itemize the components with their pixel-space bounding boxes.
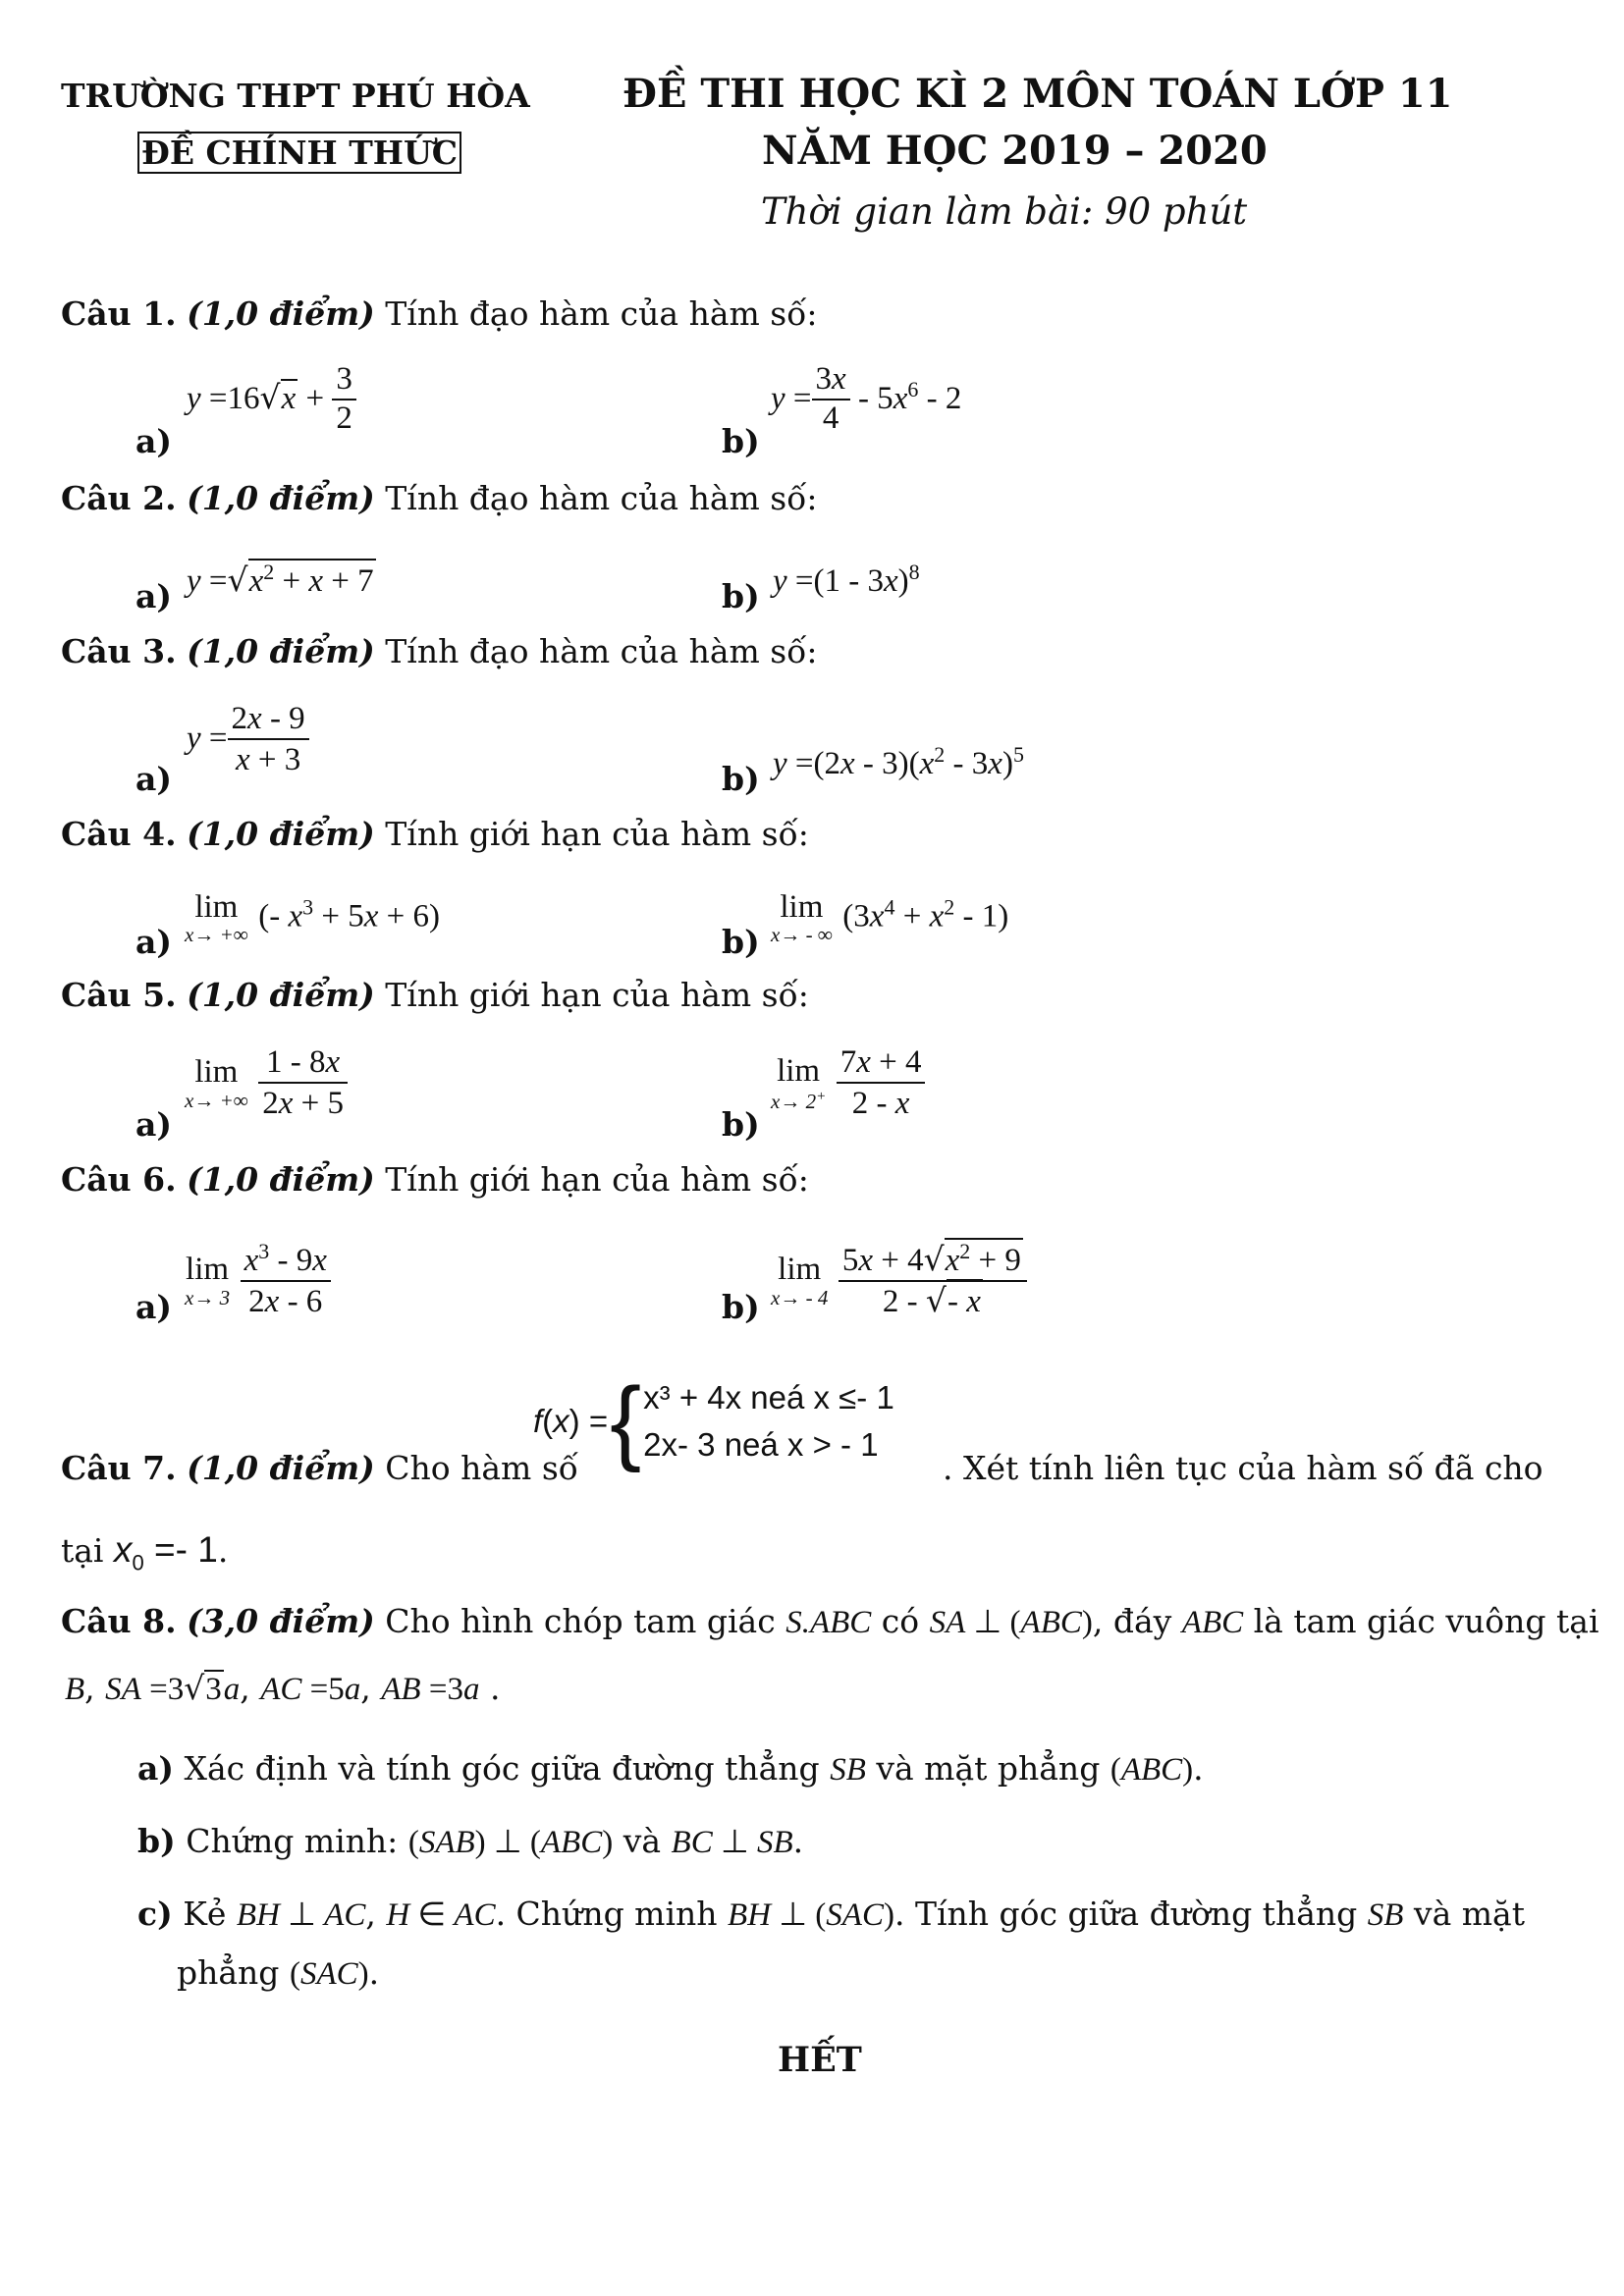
q4b-formula: lim x→ - ∞ $(3x^4 + x^2 - 1)$	[771, 889, 1009, 947]
question-5-heading: Câu 5. (1,0 điểm) Tính giới hạn của hàm số:	[61, 976, 809, 1014]
q1-label-a: a)	[135, 422, 172, 460]
q7-line-2: tại $x_0 =- 1$.	[61, 1529, 229, 1575]
q8-part-c: c) Kẻ BH ⊥ AC, H ∈ AC. Chứng minh BH ⊥ (SAC). Tính góc giữa đường thẳng SB và mặt	[137, 1895, 1525, 1933]
q1-label-b: b)	[722, 422, 760, 460]
q1a-formula: y =16√x + $\frac{3}{2}$	[187, 361, 356, 438]
question-4-heading: Câu 4. (1,0 điểm) Tính giới hạn của hàm số:	[61, 815, 809, 853]
question-6-heading: Câu 6. (1,0 điểm) Tính giới hạn của hàm số:	[61, 1160, 809, 1199]
q1b-formula: y = $\frac{3x}{4}$ - $5x^6 - 2$	[771, 361, 962, 436]
q8-part-a: a) Xác định và tính góc giữa đường thẳng SB và mặt phẳng (ABC).	[137, 1749, 1204, 1788]
question-3-heading: Câu 3. (1,0 điểm) Tính đạo hàm của hàm số:	[61, 632, 818, 670]
q6-label-b: b)	[722, 1288, 760, 1326]
school-year: NĂM HỌC 2019 – 2020	[762, 128, 1268, 174]
question-8-heading: Câu 8. (3,0 điểm) Cho hình chóp tam giác S.ABC có SA ⊥ (ABC), đáy ABC là tam giác vuông tại	[61, 1602, 1599, 1640]
q8-part-c-line-2: phẳng (SAC).	[177, 1953, 380, 1992]
exam-duration: Thời gian làm bài: 90 phút	[761, 190, 1248, 233]
q4-label-a: a)	[135, 923, 172, 961]
q5-label-a: a)	[135, 1105, 172, 1144]
q2a-formula: $y =√x^2 + x + 7$	[187, 560, 374, 599]
q4a-formula: lim x→ +∞ (- $x^3 + 5x + 6$)	[185, 889, 440, 947]
q5-label-b: b)	[722, 1105, 760, 1144]
q7-piecewise-function: f(x) ={ x³ + 4x neá x ≤- 1 2x- 3 neá x > - 1	[533, 1368, 894, 1473]
q7-case-1: x³ + 4x neá x ≤- 1	[643, 1379, 894, 1416]
q5b-formula: lim x→ 2+ $\frac{7x + 4}{2 - x}$	[771, 1042, 925, 1123]
q3b-formula: $y =(2x - 3)(x^2 - 3x)^5$	[773, 742, 1024, 781]
question-7-heading: Câu 7. (1,0 điểm) Cho hàm số	[61, 1449, 578, 1487]
exam-title: ĐỀ THI HỌC KÌ 2 MÔN TOÁN LỚP 11	[623, 71, 1453, 117]
q2-label-a: a)	[135, 577, 172, 615]
q2-label-b: b)	[722, 577, 760, 615]
school-name: TRƯỜNG THPT PHÚ HÒA	[61, 77, 530, 115]
official-label: ĐỀ CHÍNH THỨC	[137, 133, 461, 172]
q3a-formula: y = $\frac{2x - 9}{x + 3}$	[187, 699, 309, 779]
q8-given-data: B, SA =3√3a, AC =5a, AB =3a .	[65, 1669, 501, 1707]
q3-label-a: a)	[135, 760, 172, 798]
q6b-formula: lim x→ - 4 $\frac{5x + 4√x^2 + 9}{2 - √- x}$	[771, 1239, 1027, 1321]
q7-case-2: 2x- 3 neá x > - 1	[643, 1426, 879, 1463]
q6-label-a: a)	[135, 1288, 172, 1326]
q6a-formula: lim x→ 3 $\frac{x^3 - 9x}{2x - 6}$	[185, 1239, 331, 1321]
question-1-heading: Câu 1. (1,0 điểm) Tính đạo hàm của hàm số:	[61, 294, 818, 333]
q7-continuation: . Xét tính liên tục của hàm số đã cho	[943, 1449, 1543, 1487]
q5a-formula: lim x→ +∞ $\frac{1 - 8x}{2x + 5}$	[185, 1042, 348, 1123]
q2b-formula: y =(1 - 3x)$^8$	[773, 560, 920, 599]
q3-label-b: b)	[722, 760, 760, 798]
q8-part-b: b) Chứng minh: (SAB) ⊥ (ABC) và BC ⊥ SB.	[137, 1822, 804, 1860]
q4-label-b: b)	[722, 923, 760, 961]
question-2-heading: Câu 2. (1,0 điểm) Tính đạo hàm của hàm số:	[61, 479, 818, 517]
end-marker: HẾT	[778, 2040, 862, 2080]
